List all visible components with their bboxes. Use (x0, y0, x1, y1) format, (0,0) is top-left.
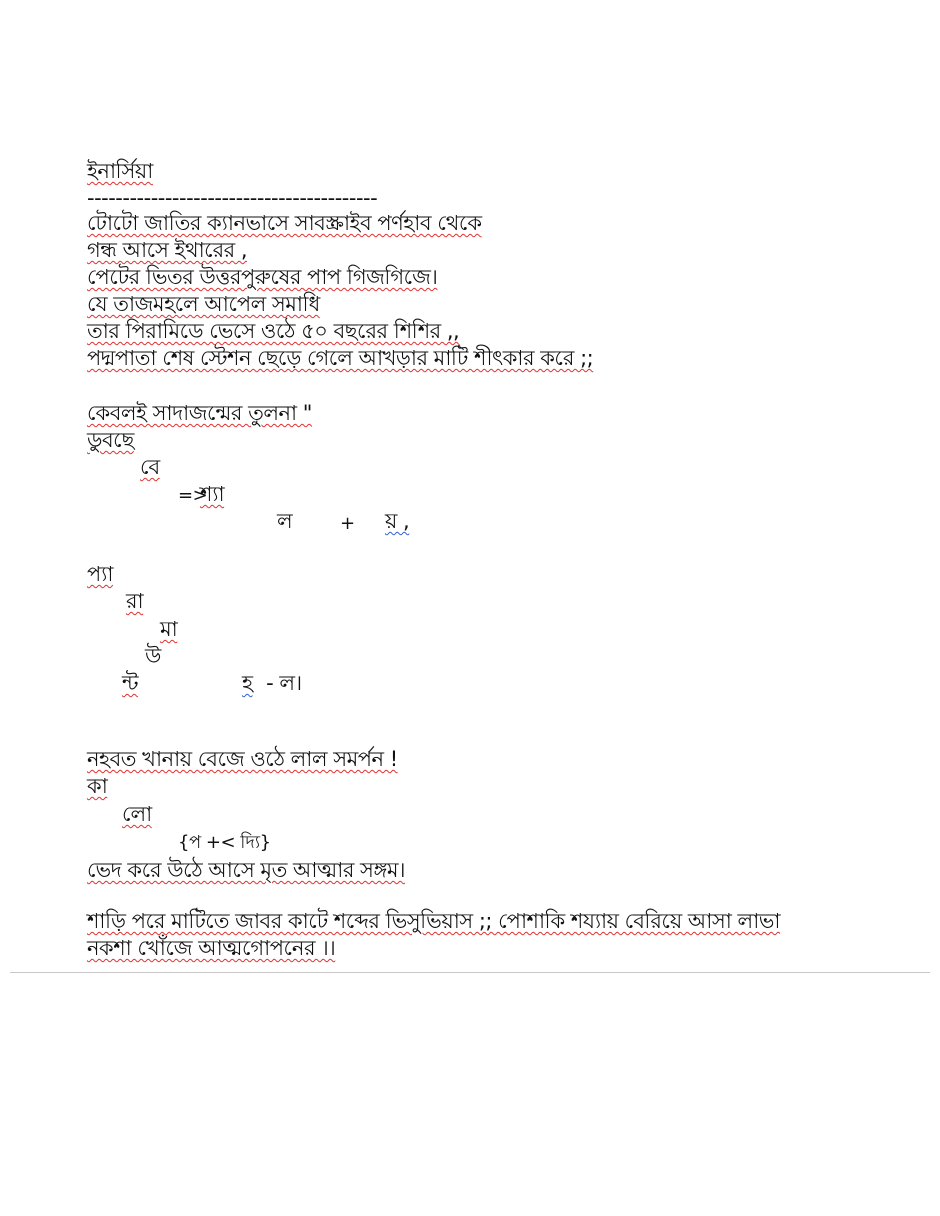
stanza4-brace: {প +< দ্যি} (178, 832, 271, 853)
stanza1-line-2: গন্ধ আসে ইথারের , (87, 238, 248, 262)
stanza1-line-1: টোটো জাতির ক্যানভাসে সাবস্ক্রাইব পর্ণহাব থেকে (87, 211, 482, 235)
stanza1-line-4: যে তাজমহলে আপেল সমাধি (87, 292, 320, 316)
stanza4-ka: কা (87, 774, 108, 798)
stanza1-line-5: তার পিরামিডে ভেসে ওঠে ৫০ বছরের শিশির ,, (87, 319, 460, 343)
stanza1-line-3: পেটের ভিতর উত্তরপুরুষের পাপ গিজগিজে। (87, 265, 438, 289)
stanza2-frag-la: ল (277, 509, 293, 533)
stanza3-ma: মা (160, 617, 178, 641)
title-separator: ----------------------------------------- (87, 186, 378, 210)
stanza1-line-6: পদ্মপাতা শেষ স্টেশন ছেড়ে গেলে আখড়ার মাটি শীৎকার করে ;; (87, 346, 594, 370)
stanza3-pya: প্যা (87, 562, 113, 586)
stanza2-frag-arrow: => (178, 485, 208, 506)
stanza5-line-2: নকশা খোঁজে আত্মগোপনের ।। (87, 936, 336, 960)
poem-title: ইনার্সিয়া (87, 159, 153, 183)
stanza2-line-2: ডুবছে (87, 428, 134, 452)
stanza3-ra: রা (126, 589, 144, 613)
stanza2-frag-plus: + (340, 513, 355, 534)
stanza2-frag-be: বে (140, 455, 160, 479)
stanza3-ha: হ (242, 671, 253, 695)
stanza2-line-1: কেবলই সাদাজন্মের তুলনা " (87, 401, 312, 425)
stanza3-nta: ন্ট (122, 671, 139, 695)
stanza5-line-1: শাড়ি পরে মাটিতে জাবর কাটে শব্দের ভিসুভিয়াস ;; পোশাকি শয্যায় বেরিয়ে আসা লাভা (87, 909, 781, 933)
stanza3-dash-la: - ল। (260, 671, 302, 695)
stanza4-line-1: নহবত খানায় বেজে ওঠে লাল সমর্পন ! (87, 747, 398, 771)
stanza2-frag-shya: শ্যা (200, 482, 225, 506)
stanza4-line-2: ভেদ করে উঠে আসে মৃত আত্মার সঙ্গম। (87, 858, 406, 882)
stanza4-lo: লো (122, 802, 152, 826)
stanza3-u: উ (145, 644, 161, 668)
page-break-divider (10, 972, 930, 973)
stanza2-frag-ya: য় , (385, 509, 410, 533)
